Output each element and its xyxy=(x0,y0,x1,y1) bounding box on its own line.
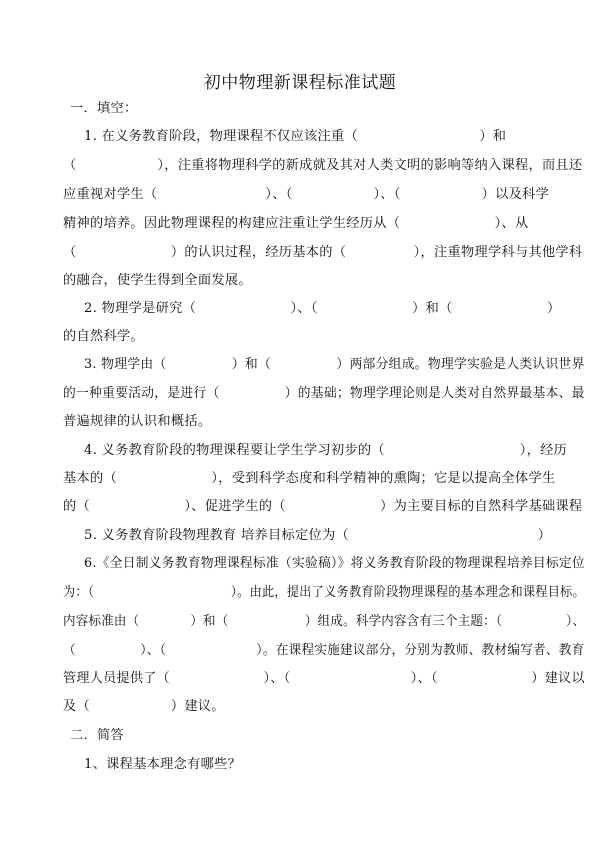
q2-line-1: 2. 物理学是研究（ ）、（ ）和（ ） xyxy=(84,301,561,316)
section-heading-fill: 一．填空： xyxy=(70,101,138,116)
q1-line-5: （ ）的认识过程，经历基本的（ ），注重物理学科与其他学科 xyxy=(63,245,583,260)
q3-line-1: 3. 物理学由（ ）和（ ）两部分组成。物理学实验是人类认识世界 xyxy=(84,357,585,372)
q1-line-2: （ ），注重将物理科学的新成就及其对人类文明的影响等纳入课程，而且还 xyxy=(63,158,583,173)
q4-line-1: 4. 义务教育阶段的物理课程要让学生学习初步的（ ），经历 xyxy=(84,443,568,458)
q6-line-1: 6.《全日制义务教育物理课程标准（实验稿）》将义务教育阶段的物理课程培养目标定位 xyxy=(84,556,585,571)
q6-line-5: 管理人员提供了（ ）、（ ）、（ ）建议以 xyxy=(63,671,585,686)
section-heading-short-answer: 二．简答 xyxy=(70,728,124,743)
q2-line-2: 的自然科学。 xyxy=(63,329,144,344)
q1-line-3: 应重视对学生（ ）、（ ）、（ ）以及科学 xyxy=(63,187,550,202)
q1-line-4: 精神的培养。因此物理课程的构建应注重让学生经历从（ ）、从 xyxy=(63,216,529,231)
q6-line-6: 及（ ）建议。 xyxy=(63,699,225,714)
short-answer-q1: 1、课程基本理念有哪些？ xyxy=(84,757,242,772)
q1-line-6: 的融合，使学生得到全面发展。 xyxy=(63,273,252,288)
q1-line-1: 1. 在义务教育阶段，物理课程不仅应该注重（ ）和 xyxy=(84,129,507,144)
q3-line-2: 的一种重要活动，是进行（ ）的基础；物理学理论则是人类对自然界最基本、最 xyxy=(63,386,585,401)
q4-line-3: 的（ ）、促进学生的（ ）为主要目标的自然科学基础课程 xyxy=(63,499,583,514)
page-title: 初中物理新课程标准试题 xyxy=(203,73,397,93)
q5-line-1: 5. 义务教育阶段物理教育 培养目标定位为（ ） xyxy=(84,528,552,543)
q6-line-4: （ ）、（ ）。在课程实施建议部分，分别为教师、教材编写者、教育 xyxy=(63,643,585,658)
q4-line-2: 基本的（ ），受到科学态度和科学精神的熏陶；它是以提高全体学生 xyxy=(63,471,556,486)
q6-line-2: 为：（ ）。由此，提出了义务教育阶段物理课程的基本理念和课程目标。 xyxy=(63,585,585,600)
q6-line-3: 内容标准由（ ）和（ ）组成。科学内容含有三个主题：（ ）、 xyxy=(63,614,586,629)
q3-line-3: 普遍规律的认识和概括。 xyxy=(63,414,212,429)
